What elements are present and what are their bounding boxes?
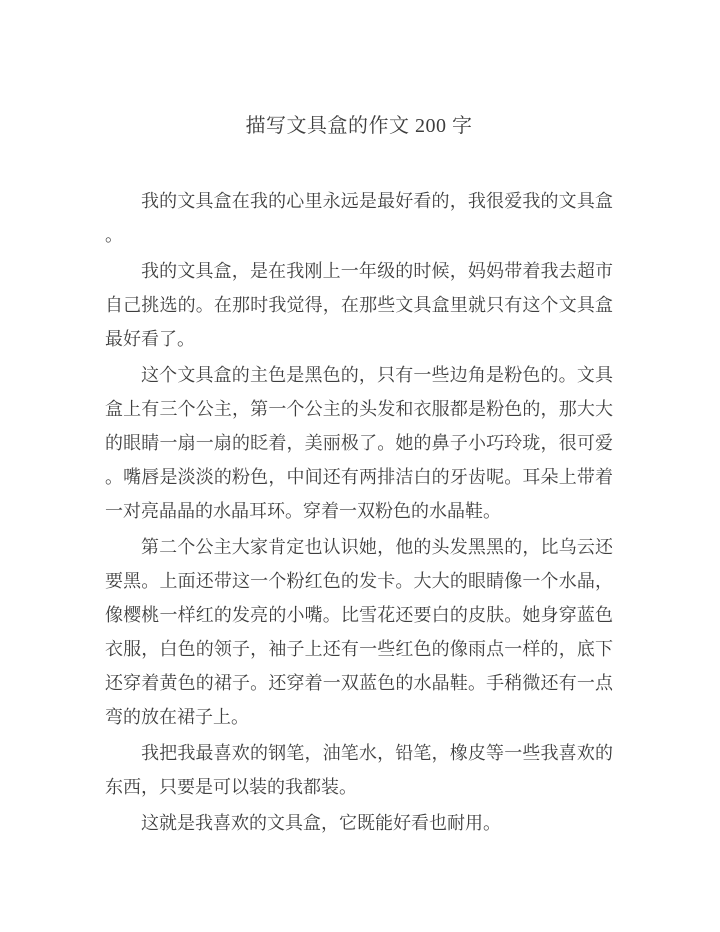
page-title: 描写文具盒的作文 200 字 [245,115,473,137]
paragraph-6: 这就是我喜欢的文具盒，它既能好看也耐用。 [141,813,501,833]
paragraph-2: 我的文具盒，是在我刚上一年级的时候，妈妈带着我去超市自己挑选的。在那时我觉得，在那些文具盒里就只有这个文具盒最好看了。 [105,261,613,349]
paragraph-5: 我把我最喜欢的钢笔，油笔水，铅笔，橡皮等一些我喜欢的东西，只要是可以装的我都装。 [105,743,613,797]
paragraph-4: 第二个公主大家肯定也认识她，他的头发黑黑的，比乌云还要黑。上面还带这一个粉红色的发卡。大大的眼睛像一个水晶，像樱桃一样红的发亮的小嘴。比雪花还要白的皮肤。她身穿蓝色衣服，白色的领子，袖子上还有一些红色的像雨点一样的，底下还穿着黄色的裙子。还穿着一双蓝色的水晶鞋。手稍微还有一点弯的放在裙子上。 [105,537,613,727]
paragraph-3: 这个文具盒的主色是黑色的，只有一些边角是粉色的。文具盒上有三个公主，第一个公主的头发和衣服都是粉色的，那大大的眼睛一扇一扇的眨着，美丽极了。她的鼻子小巧玲珑，很可爱。嘴唇是淡淡的粉色，中间还有两排洁白的牙齿呢。耳朵上带着一对亮晶晶的水晶耳环。穿着一双粉色的水晶鞋。 [105,365,613,521]
paragraph-1: 我的文具盒在我的心里永远是最好看的，我很爱我的文具盒。 [105,191,613,245]
essay-body [105,184,613,840]
